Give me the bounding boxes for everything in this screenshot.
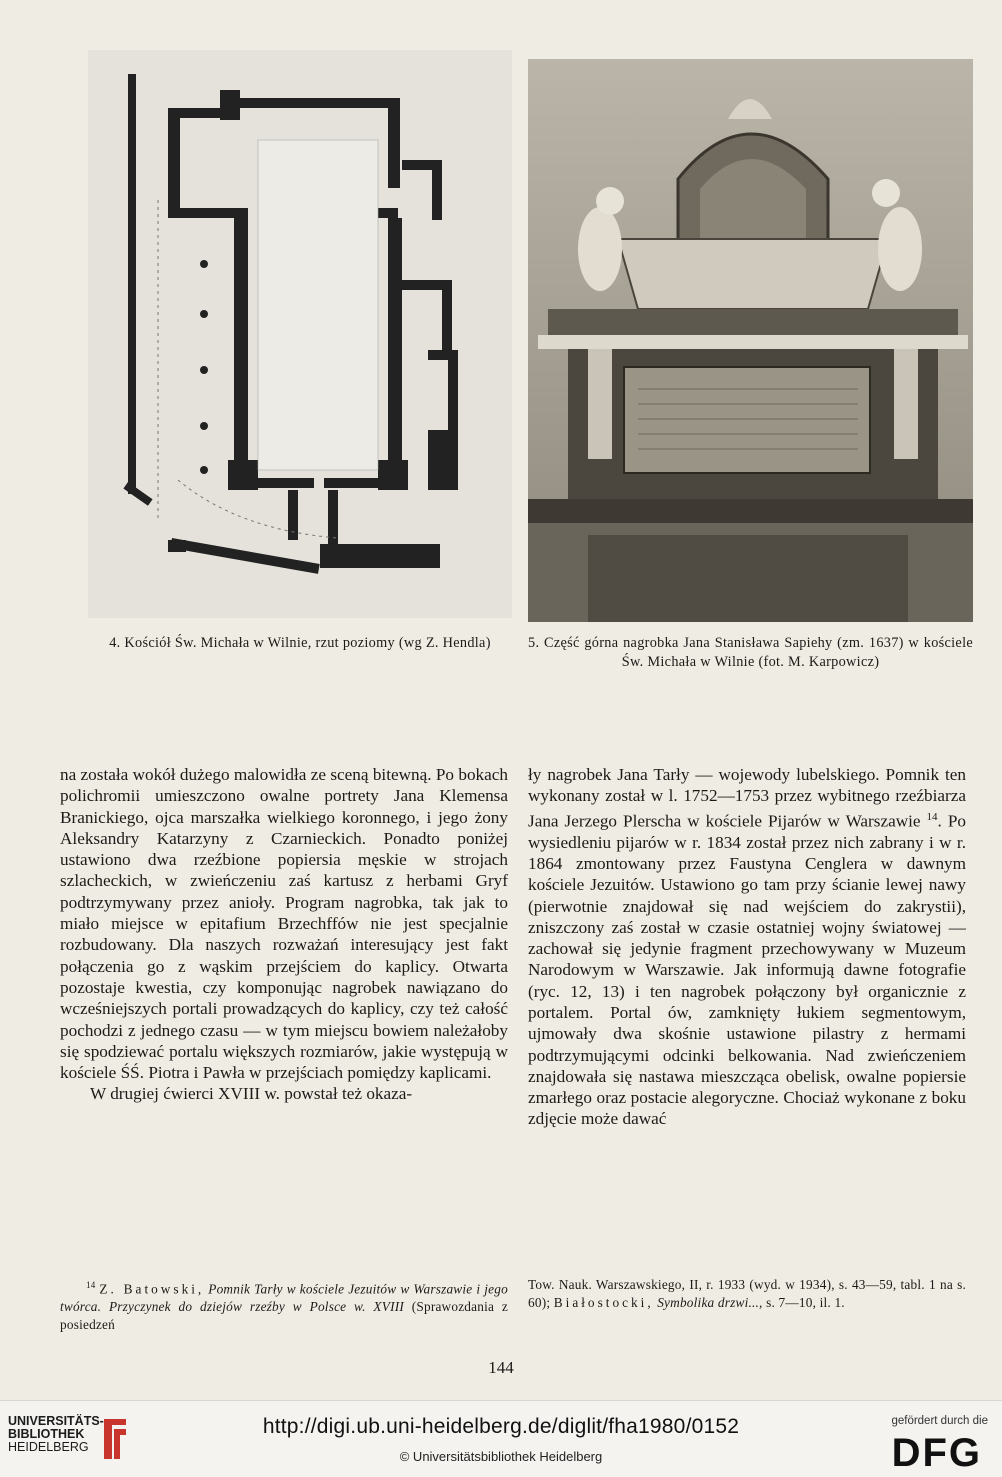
- digitization-banner: [0, 1400, 1002, 1477]
- body-paragraph: na została wokół dużego malowidła ze sceną bitewną. Po bokach polichromii umieszczono owalne portrety Jana Klemensa Branickiego, ojca marszałka wielkiego koronnego, i jego żony Aleksandry Katarzyny z Czarnieckich. Ponadto poniżej ustawiono dwa rzeźbione popiersia męskie w strojach szlacheckich, w zwieńczeniu zaś kartusz z herbami Gryf podtrzymywany przez anioły. Program nagrobka, tak jak to miało miejsce w epitafium Brzechffów nie jest specjalnie rozbudowany. Dla naszych rozważań interesujący jest fakt połączenia go z wąskim przejściem do kaplicy. Otwarta pozostaje kwestia, czy komponując nagrobek nawiązano do wcześniejszych portali prowadzących do kaplicy, czy też całość pochodzi z jednego czasu — w tym miejscu bowiem należałoby się spodziewać portalu większych rozmiarów, jakie występują w kościele ŚŚ. Piotra i Pawła w przejściach pomiędzy kaplicami.: [60, 765, 508, 1083]
- tomb-photo-drawing: [528, 59, 973, 622]
- footnote-text: (Sprawozdania z posiedzeń: [60, 1299, 508, 1333]
- footnote-title: Pomnik Tarły w kościele Jezuitów w Warszawie i jego twórca. Przyczynek do dziejów rzeźby w Polsce w. XVIII: [60, 1281, 508, 1315]
- library-name-line: BIBLIOTHEK: [8, 1427, 85, 1441]
- figure-tomb-photo: [528, 59, 973, 622]
- footnote-author: Białostocki,: [553, 1295, 654, 1310]
- page-number: 144: [488, 1358, 514, 1377]
- body-paragraph: W drugiej ćwierci XVIII w. powstał też okaza-: [90, 1084, 413, 1104]
- funding-label: gefördert durch die: [891, 1415, 988, 1427]
- footnote-left: [60, 1276, 508, 1334]
- body-left-column: [60, 764, 508, 1105]
- figure-floor-plan: [88, 50, 512, 618]
- footnote-text: s. 7—10, il. 1.: [766, 1295, 845, 1310]
- body-text-part: . Po wysiedleniu pijarów w r. 1834 został przez nich zabrany i w r. 1864 zmontowany przez Faustyna Cenglera w dawnym kościele Jezuitów. Ustawiono go tam przy ścianie lewej nawy (pierwotnie znajdował się nad wejściem do zakrystii), zniszczony zaś został w czasie ostatniej wojny światowej — zachował się jedynie fragment przechowywany w Muzeum Narodowym w Warszawie. Jak informują dawne fotografie (ryc. 12, 13) i ten nagrobek połączony był organicznie z portalem. Portal ów, zamknięty łukiem segmentowym, ujmowały dwa skośnie ustawione pilastry z hermami podtrzymującymi odcinki belkowania. Nad zwieńczeniem znajdowała się nastawa mieszcząca obelisk, owalne popiersie zmarłego oraz postacie alegoryczne. Chociaż wykonane z boku zdjęcie może dawać: [528, 811, 966, 1129]
- body-right-column: [528, 764, 966, 1130]
- footnote-title: Symbolika drzwi...,: [657, 1295, 763, 1310]
- floor-plan-drawing: [88, 50, 512, 618]
- figure-5-caption: 5. Część górna nagrobka Jana Stanisława Sapiehy (zm. 1637) w kościele Św. Michała w Wilnie (fot. M. Karpowicz): [528, 635, 973, 670]
- body-text-part: ły nagrobek Jana Tarły — wojewody lubelskiego. Pomnik ten wykonany został w l. 1752—1753 przez wybitnego rzeźbiarza Jana Jerzego Plerscha w kościele Pijarów w Warszawie: [528, 765, 966, 831]
- copyright-notice: © Universitätsbibliothek Heidelberg: [399, 1449, 603, 1464]
- footnote-author: Z. Batowski,: [99, 1281, 205, 1297]
- footnote-reference: 14: [926, 810, 938, 823]
- library-name-line: HEIDELBERG: [8, 1440, 89, 1454]
- document-url-link[interactable]: http://digi.ub.uni-heidelberg.de/diglit/fha1980/0152: [262, 1415, 740, 1438]
- dfg-logo: DFG: [891, 1431, 982, 1475]
- library-name-line: UNIVERSITÄTS-: [8, 1414, 104, 1428]
- figure-4-caption: 4. Kościół Św. Michała w Wilnie, rzut poziomy (wg Z. Hendla): [109, 635, 491, 651]
- footnote-right: [528, 1276, 966, 1312]
- body-paragraph: [528, 764, 966, 1130]
- footnote-number: 14: [86, 1280, 96, 1290]
- footnote-text: Tow. Nauk. Warszawskiego, II, r. 1933 (wyd. w 1934), s. 43—59, tabl. 1 na s. 60);: [528, 1277, 966, 1310]
